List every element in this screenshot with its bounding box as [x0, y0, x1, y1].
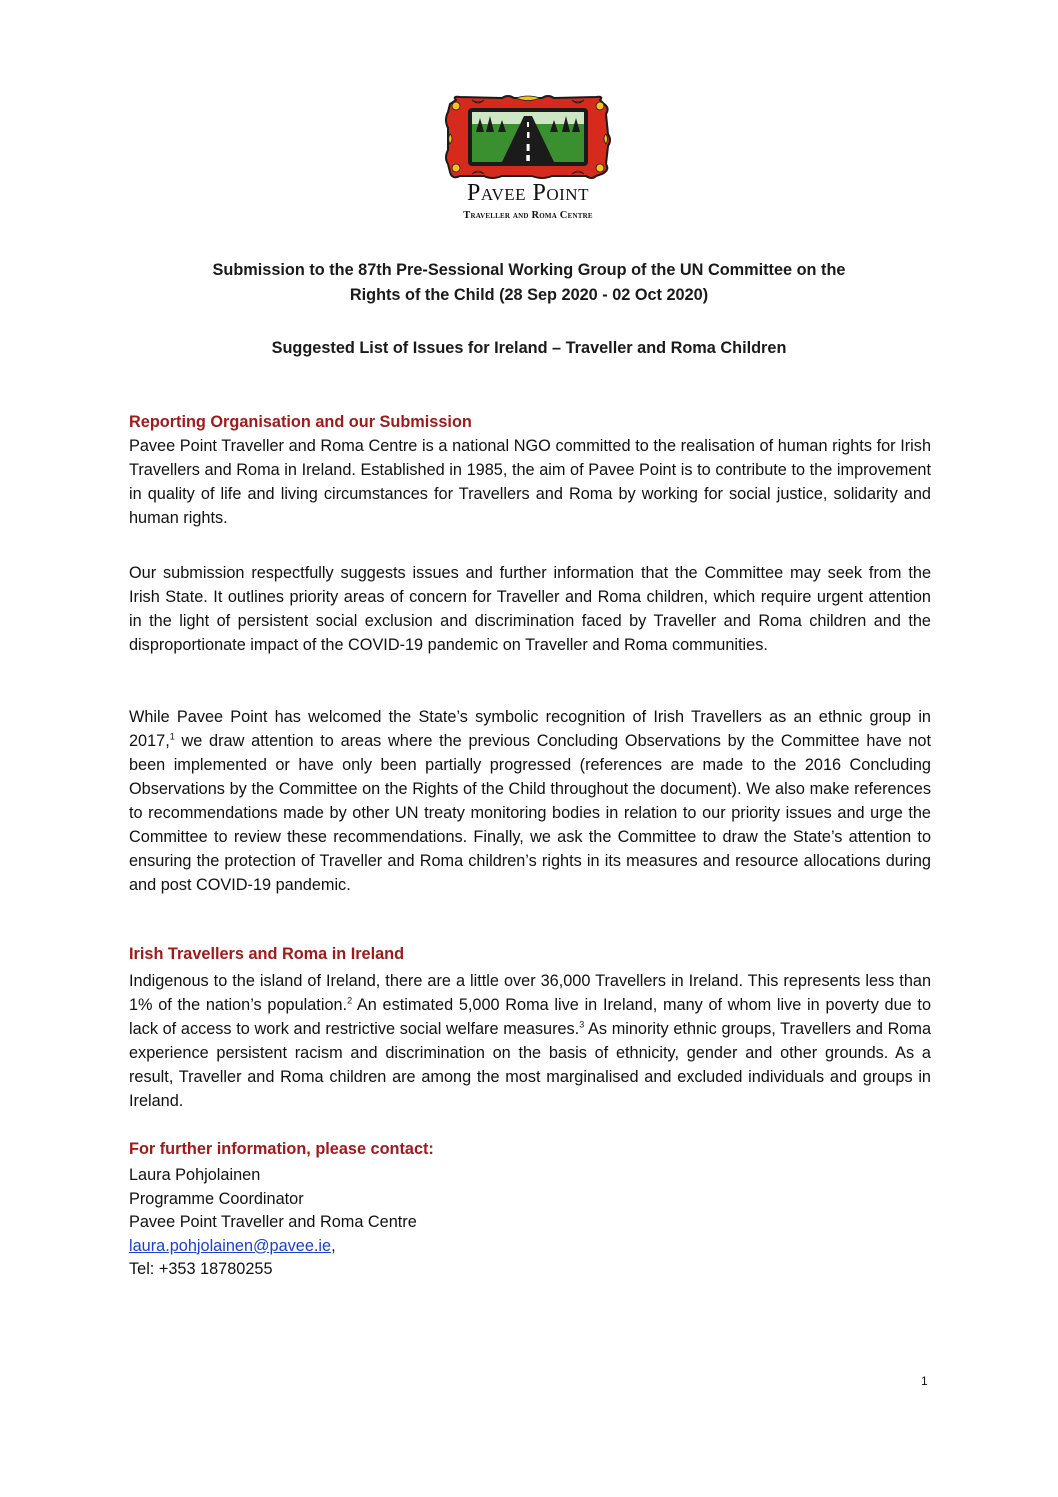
page-number: 1 — [921, 1374, 928, 1388]
paragraph-recognition-text-1: While Pavee Point has welcomed the State’s symbolic recognition of Irish Travellers as an ethnic group in 2017, — [129, 708, 931, 750]
document-title-line-2: Rights of the Child (28 Sep 2020 - 02 Oct 2020) — [349, 286, 709, 304]
paragraph-travellers-roma — [129, 969, 931, 1113]
contact-name: Laura Pohjolainen — [129, 1166, 261, 1184]
paragraph-text-1: Indigenous to the island of Ireland, there are a little over 36,000 Travellers in Ireland. This represents less than 1% of the nation’s population. — [129, 972, 931, 1014]
paragraph-recognition-text-2: we draw attention to areas where the previous Concluding Observations by the Committee have not been implemented or have only been partially progressed (references are made to the 2016 Concluding Observations by the Committee on the Rights of the Child throughout the document). We also make references to recommendations made by other UN treaty monitoring bodies in relation to our priority issues and urge the Committee to review these recommendations. Finally, we ask the Committee to draw the State’s attention to ensuring the protection of Traveller and Roma children’s rights in its measures and resource allocations during and post COVID-19 pandemic. — [129, 732, 931, 894]
section-heading-travellers-roma: Irish Travellers and Roma in Ireland — [129, 945, 405, 963]
section-heading-reporting-organisation: Reporting Organisation and our Submission — [129, 413, 472, 431]
paragraph-submission: Our submission respectfully suggests issues and further information that the Committee may seek from the Irish State. It outlines priority areas of concern for Traveller and Roma children, which require urgent attention in the light of persistent social exclusion and discrimination faced by Traveller and Roma children and the disproportionate impact of the COVID-19 pandemic on Traveller and Roma communities. — [129, 564, 931, 654]
footnote-ref-1[interactable]: 1 — [169, 731, 175, 742]
logo-name: Pavee Point — [467, 180, 589, 206]
pavee-point-logo — [442, 94, 614, 230]
contact-email-suffix: , — [331, 1236, 336, 1255]
contact-block — [129, 1164, 729, 1282]
contact-role: Programme Coordinator — [129, 1189, 304, 1208]
contact-email-line — [129, 1235, 729, 1259]
contact-heading: For further information, please contact: — [129, 1140, 434, 1158]
document-title-line-1: Submission to the 87th Pre-Sessional Working Group of the UN Committee on the — [212, 261, 846, 279]
paragraph-organisation: Pavee Point Traveller and Roma Centre is a national NGO committed to the realisation of human rights for Irish Travellers and Roma in Ireland. Established in 1985, the aim of Pavee Point is to contribute to the improvement in quality of life and living circumstances for Travellers and Roma by working for social justice, solidarity and human rights. — [129, 437, 931, 527]
paragraph-recognition — [129, 705, 931, 897]
paragraph-text-2: An estimated 5,000 Roma live in Ireland, many of whom live in poverty due to lack of access to work and restrictive social welfare measures. — [129, 996, 931, 1038]
logo-subtitle: Traveller and Roma Centre — [463, 210, 593, 221]
contact-email-link[interactable]: laura.pohjolainen@pavee.ie — [129, 1236, 332, 1255]
footnote-ref-3[interactable]: 3 — [579, 1019, 585, 1030]
paragraph-text-3: As minority ethnic groups, Travellers and Roma experience persistent racism and discrimination on the basis of ethnicity, gender and other grounds. As a result, Traveller and Roma children are among the most marginalised and excluded individuals and groups in Ireland. — [129, 1020, 931, 1110]
contact-telephone: Tel: +353 18780255 — [129, 1260, 273, 1278]
footnote-ref-2[interactable]: 2 — [347, 995, 353, 1006]
document-subtitle: Suggested List of Issues for Ireland – Traveller and Roma Children — [271, 339, 787, 357]
pavee-point-logo-road-icon — [442, 94, 614, 180]
contact-organisation: Pavee Point Traveller and Roma Centre — [129, 1213, 417, 1231]
